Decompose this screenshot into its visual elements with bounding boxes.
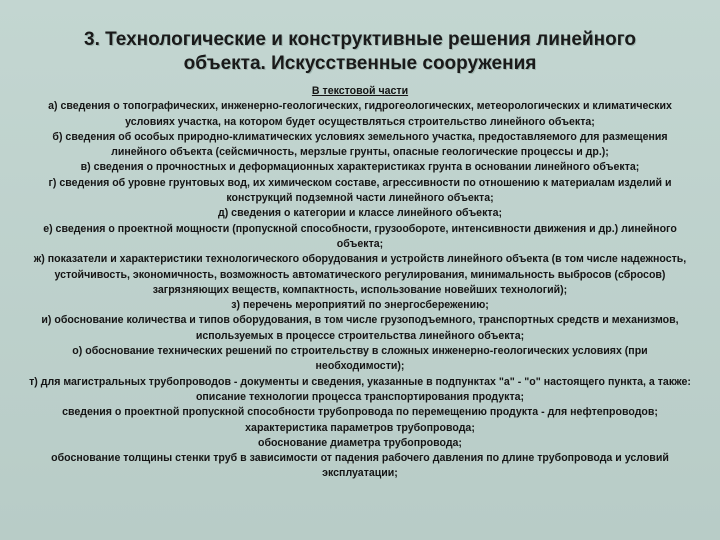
list-subitem-1: описание технологии процесса транспортирования продукта; (195, 390, 525, 403)
slide-title (40, 28, 680, 76)
list-subitem-2: сведения о проектной пропускной способности трубопровода по перемещению продукта - для нефтепроводов; (62, 406, 658, 419)
list-item-e: е) сведения о проектной мощности (пропускной способности, грузообороте, интенсивности движения и др.) линейного объекта; (43, 222, 677, 250)
list-item-a: а) сведения о топографических, инженерно-геологических, гидрогеологических, метеорологических и климатических условиях участка, на котором будет осуществляться строительство линейного объекта; (48, 100, 672, 128)
list-item-t: т) для магистральных трубопроводов - документы и сведения, указанные в подпунктах "а" - "о" настоящего пункта, а также: (29, 375, 691, 388)
list-item-g: г) сведения об уровне грунтовых вод, их химическом составе, агрессивности по отношению к материалам изделий и конструкций подземной части линейного объекта; (48, 176, 672, 205)
slide-body (28, 84, 692, 482)
list-item-z: з) перечень мероприятий по энергосбережению; (231, 299, 489, 312)
list-item-v: в) сведения о прочностных и деформационных характеристиках грунта в основании линейного объекта; (80, 161, 640, 174)
title-line-2: объекта. Искусственные сооружения (183, 53, 537, 74)
list-item-b: б) сведения об особых природно-климатических условиях земельного участка, предоставляемого для размещения линейного объекта (сейсмичность, мерзлые грунты, опасные геологические процессы и др.); (52, 130, 668, 159)
list-item-i: и) обоснование количества и типов оборудования, в том числе грузоподъемного, транспортных средств и механизмов, используемых в процессе строительства линейного объекта; (41, 314, 679, 342)
list-item-d: д) сведения о категории и классе линейного объекта; (217, 207, 502, 220)
list-subitem-4: обоснование диаметра трубопровода; (258, 436, 462, 449)
list-item-zh: ж) показатели и характеристики технологического оборудования и устройств линейного объекта (в том числе надежность, устойчивость, экономичность, возможность автоматического регулирования, минимальность выбросов (сбросов) загрязняющих веществ, компактность, использование новейших технологий); (33, 253, 687, 296)
list-item-o: о) обоснование технических решений по строительству в сложных инженерно-геологических условиях (при необходимости); (72, 345, 648, 373)
section-subheading: В текстовой части (311, 85, 409, 97)
list-subitem-5: обоснование толщины стенки труб в зависимости от падения рабочего давления по длине трубопровода и условий эксплуатации; (51, 452, 669, 480)
title-line-1: 3. Технологические и конструктивные решения линейного (84, 29, 636, 50)
list-subitem-3: характеристика параметров трубопровода; (245, 421, 475, 434)
